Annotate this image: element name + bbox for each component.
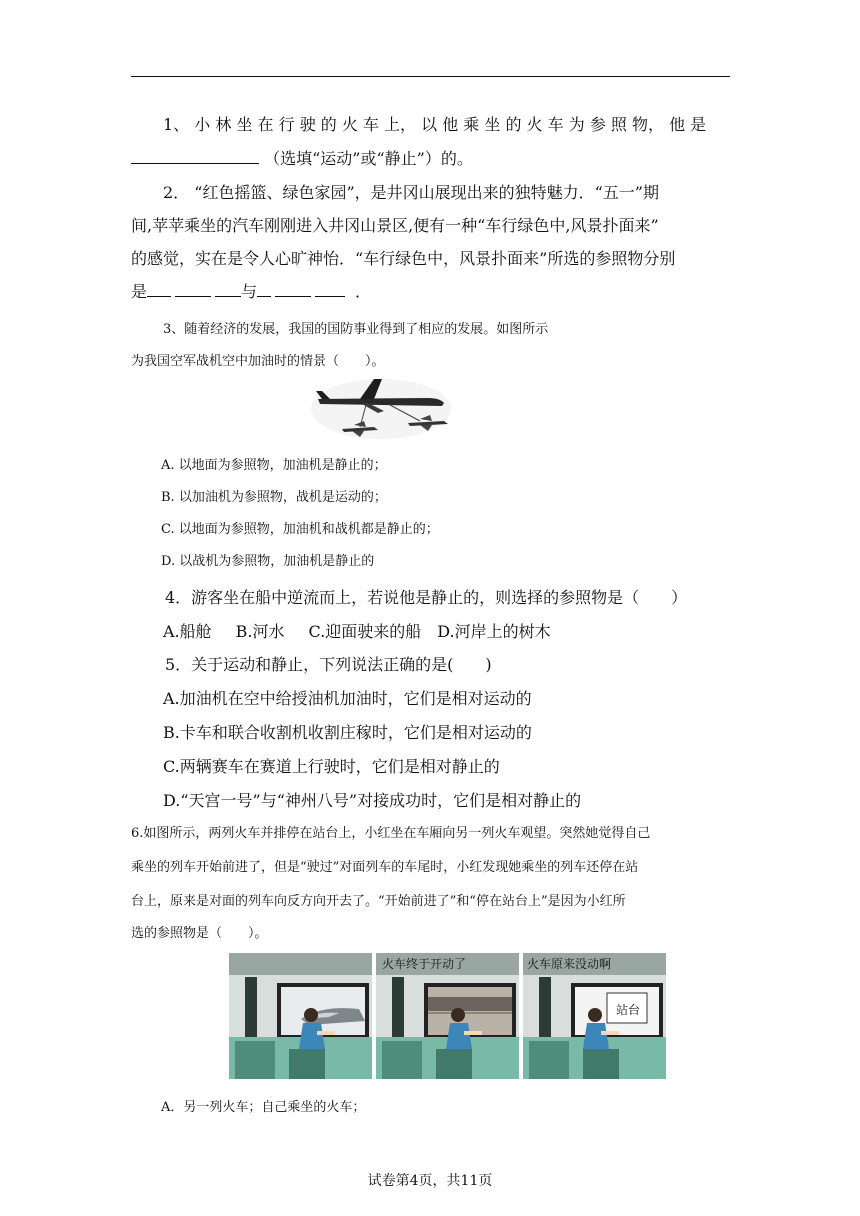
comic-caption-2: 火车终于开动了 bbox=[382, 957, 467, 971]
q6-stem-line2: 乘坐的列车开始前进了，但是“驶过”对面列车的车尾时，小红发现她乘坐的列车还停在站 bbox=[131, 860, 639, 875]
q2-stem-line4 bbox=[131, 279, 371, 302]
q3-stem-line1: 3、随着经济的发展，我国的国防事业得到了相应的发展。如图所示 bbox=[163, 322, 549, 337]
q4-option-d: D.河岸上的树木 bbox=[437, 622, 551, 641]
q1-stem-line1: 1、 小 林 坐 在 行 驶 的 火 车 上， 以 他 乘 坐 的 火 车 为 参 照 物， 他 是 bbox=[163, 115, 707, 134]
q2-text-b: 与 bbox=[241, 282, 258, 301]
q6-stem-line4: 选的参照物是（ ）。 bbox=[131, 926, 268, 941]
refueling-aircraft-figure bbox=[308, 375, 454, 441]
q5-option-c: C.两辆赛车在赛道上行驶时，它们是相对静止的 bbox=[163, 757, 500, 776]
q5-option-a: A.加油机在空中给授油机加油时，它们是相对运动的 bbox=[163, 689, 532, 708]
header-rule bbox=[131, 76, 730, 77]
q2-stem-line1: 2． “红色摇篮、绿色家园”，是井冈山展现出来的独特魅力．“五一”期 bbox=[163, 183, 659, 202]
q4-option-c: C.迎面驶来的船 bbox=[308, 622, 422, 641]
q2-stem-line3: 的感觉，实在是令人心旷神怡．“车行绿色中，风景扑面来”所选的参照物分别 bbox=[131, 249, 676, 268]
q2-text-a: 是 bbox=[131, 282, 148, 301]
q4-stem: 4．游客坐在船中逆流而上，若说他是静止的，则选择的参照物是（ ） bbox=[165, 588, 688, 607]
q1-answer-blank[interactable] bbox=[131, 149, 259, 164]
q5-option-b: B.卡车和联合收割机收割庄稼时，它们是相对运动的 bbox=[163, 723, 532, 742]
q3-option-c: C. 以地面为参照物，加油机和战机都是静止的； bbox=[161, 522, 439, 537]
comic-panel-1 bbox=[229, 953, 372, 1079]
train-comic-figure bbox=[229, 953, 666, 1079]
q6-stem-line3: 台上，原来是对面的列车向反方向开去了。“开始前进了”和“停在站台上”是因为小红所 bbox=[131, 894, 626, 909]
q6-option-a: A．另一列火车；自己乘坐的火车； bbox=[161, 1100, 366, 1115]
q2-stem-line2: 间,苹苹乘坐的汽车刚刚进入井冈山景区,便有一种“车行绿色中,风景扑面来” bbox=[131, 216, 659, 235]
q2-answer-blank-1[interactable] bbox=[147, 282, 241, 301]
q3-option-b: B. 以加油机为参照物，战机是运动的； bbox=[161, 490, 387, 505]
q4-option-b: B.河水 bbox=[235, 622, 285, 641]
comic-panel-2 bbox=[376, 953, 519, 1079]
q3-option-d: D. 以战机为参照物，加油机是静止的 bbox=[161, 554, 375, 569]
q5-stem: 5．关于运动和静止，下列说法正确的是( ) bbox=[165, 655, 492, 674]
q2-text-c: ． bbox=[355, 282, 372, 301]
station-sign: 站台 bbox=[616, 1003, 641, 1017]
q2-answer-blank-2[interactable] bbox=[257, 282, 345, 301]
q3-option-a: A. 以地面为参照物，加油机是静止的； bbox=[161, 458, 387, 473]
q5-option-d: D.“天宫一号”与“神州八号”对接成功时，它们是相对静止的 bbox=[163, 791, 582, 810]
q3-stem-line2: 为我国空军战机空中加油时的情景（ ）。 bbox=[131, 354, 385, 369]
q1-stem-line2-text: （选填“运动”或“静止”）的。 bbox=[264, 149, 473, 168]
q6-stem-line1: 6.如图所示，两列火车并排停在站台上，小红坐在车厢向另一列火车观望。突然她觉得自己 bbox=[131, 826, 651, 841]
q1-stem-line2 bbox=[131, 146, 473, 169]
q4-options bbox=[163, 619, 551, 642]
comic-caption-3: 火车原来没动啊 bbox=[527, 957, 612, 971]
q4-option-a: A.船舱 bbox=[163, 622, 212, 641]
page-footer: 试卷第4页，共11页 bbox=[367, 1173, 493, 1189]
comic-panel-3 bbox=[523, 953, 666, 1079]
